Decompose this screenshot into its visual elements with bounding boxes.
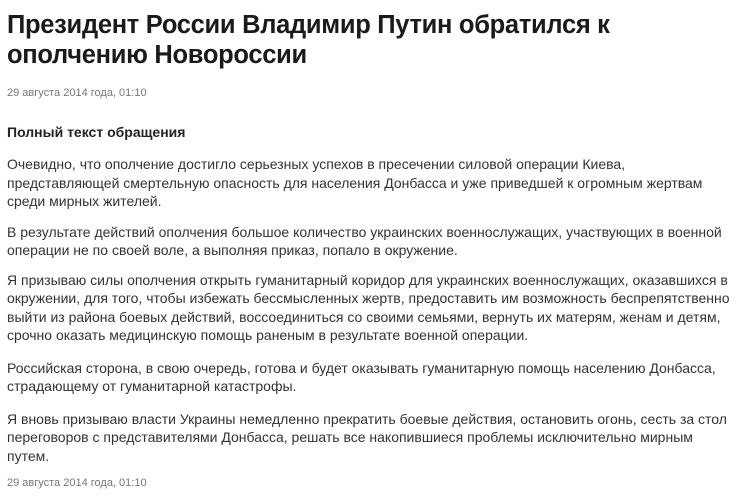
article-date-bottom: 29 августа 2014 года, 01:10 xyxy=(7,477,147,489)
article-paragraph-4: Российская сторона, в свою очередь, готова и будет оказывать гуманитарную помощь населению Донбасса, страдающему от гуманитарной катастрофы. xyxy=(7,359,716,394)
article-paragraph-5: Я вновь призываю власти Украины немедленно прекратить боевые действия, остановить огонь, сесть за стол переговоров с представителями Донбасса, решать все накопившиеся проблемы исключительно мирным путем. xyxy=(7,410,727,464)
article-title: Президент России Владимир Путин обратился к ополчению Новороссии xyxy=(7,11,610,69)
article-paragraph-3: Я призываю силы ополчения открыть гуманитарный коридор для украинских военнослужащих, оказавшихся в окружении, для того, чтобы избежать бессмысленных жертв, предоставить им возможность беспрепятственно выйти из района боевых действий, воссоединиться со своими семьями, вернуть их матерям, женам и детям, срочно оказать медицинскую помощь раненым в результате военной операции. xyxy=(7,271,730,343)
article-subheading: Полный текст обращения xyxy=(7,124,186,140)
article-date-top: 29 августа 2014 года, 01:10 xyxy=(7,87,147,99)
article-paragraph-2: В результате действий ополчения большое количество украинских военнослужащих, участвующих в военной операции не по своей воле, а выполняя приказ, попало в окружение. xyxy=(7,223,722,258)
article-paragraph-1: Очевидно, что ополчение достигло серьезных успехов в пресечении силовой операции Киева, представляющей смертельную опасность для населения Донбасса и уже приведшей к огромным жертвам среди мирных жителей. xyxy=(7,156,703,209)
